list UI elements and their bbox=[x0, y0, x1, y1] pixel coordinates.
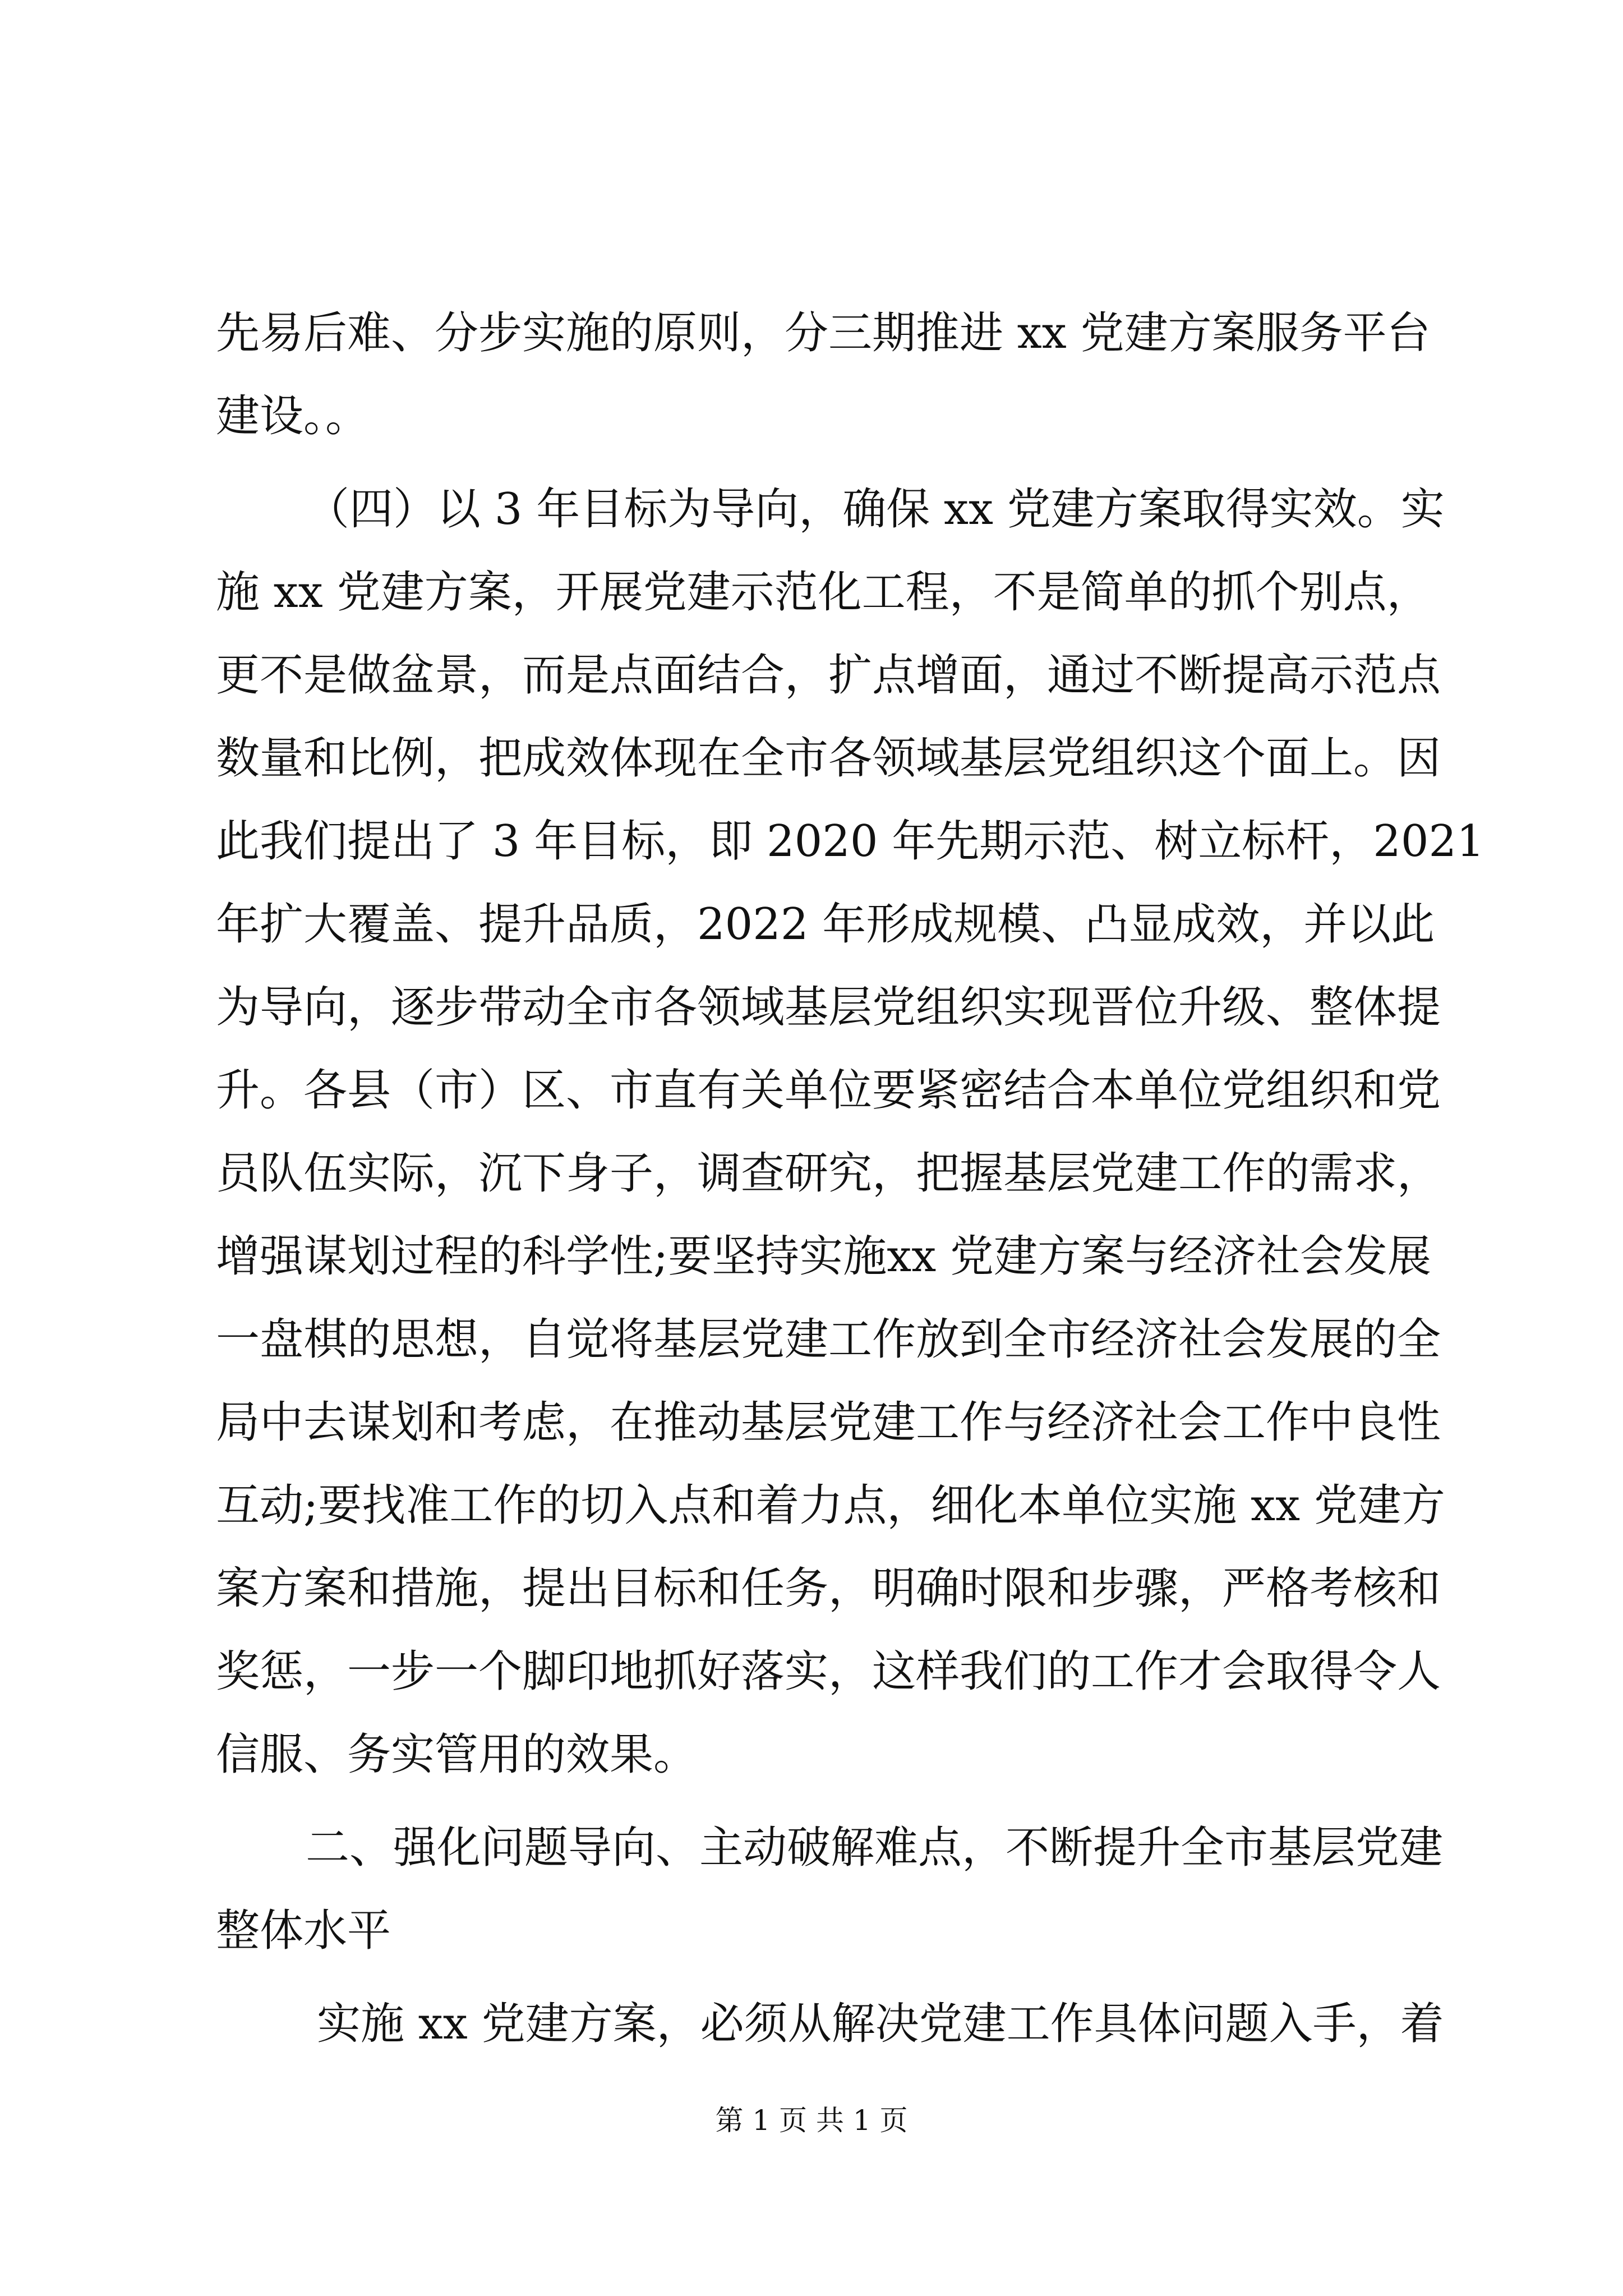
text-line: 数量和比例，把成效体现在全市各领域基层党组织这个面上。因 bbox=[216, 733, 1441, 784]
text-line: 建设。。 bbox=[216, 391, 370, 441]
text-line: 局中去谋划和考虑，在推动基层党建工作与经济社会工作中良性 bbox=[216, 1397, 1441, 1448]
page-footer: 第 1 页 共 1 页 bbox=[715, 2104, 908, 2137]
text-line: 此我们提出了 3 年目标，即 2020 年先期示范、树立标杆，2021 bbox=[216, 816, 1484, 867]
text-line: 互动;要找准工作的切入点和着力点，细化本单位实施 xx 党建方 bbox=[216, 1480, 1445, 1531]
section-heading-line: 整体水平 bbox=[216, 1906, 391, 1956]
text-line: 升。各县（市）区、市直有关单位要紧密结合本单位党组织和党 bbox=[216, 1065, 1441, 1116]
text-line: 一盘棋的思想，自觉将基层党建工作放到全市经济社会发展的全 bbox=[216, 1314, 1441, 1365]
paragraph-start-line: （四）以 3 年目标为导向，确保 xx 党建方案取得实效。实 bbox=[306, 484, 1445, 535]
paragraph-start-line: 实施 xx 党建方案，必须从解决党建工作具体问题入手，着 bbox=[317, 1999, 1444, 2049]
text-line: 员队伍实际，沉下身子，调查研究，把握基层党建工作的需求， bbox=[216, 1148, 1441, 1199]
text-line: 施 xx 党建方案，开展党建示范化工程，不是简单的抓个别点， bbox=[216, 567, 1431, 618]
text-line: 更不是做盆景，而是点面结合，扩点增面，通过不断提高示范点 bbox=[216, 650, 1441, 701]
text-line: 先易后难、分步实施的原则，分三期推进 xx 党建方案服务平台 bbox=[216, 308, 1431, 358]
text-line: 为导向，逐步带动全市各领域基层党组织实现晋位升级、整体提 bbox=[216, 982, 1441, 1033]
text-line: 案方案和措施，提出目标和任务，明确时限和步骤，严格考核和 bbox=[216, 1563, 1441, 1614]
text-line: 年扩大覆盖、提升品质，2022 年形成规模、凸显成效，并以此 bbox=[216, 899, 1435, 950]
text-line: 信服、务实管用的效果。 bbox=[216, 1729, 698, 1780]
text-line: 增强谋划过程的科学性;要坚持实施xx 党建方案与经济社会发展 bbox=[216, 1231, 1432, 1282]
section-heading-line: 二、强化问题导向、主动破解难点，不断提升全市基层党建 bbox=[306, 1823, 1444, 1873]
document-body bbox=[216, 292, 1484, 2065]
text-line: 奖惩，一步一个脚印地抓好落实，这样我们的工作才会取得令人 bbox=[216, 1646, 1441, 1697]
